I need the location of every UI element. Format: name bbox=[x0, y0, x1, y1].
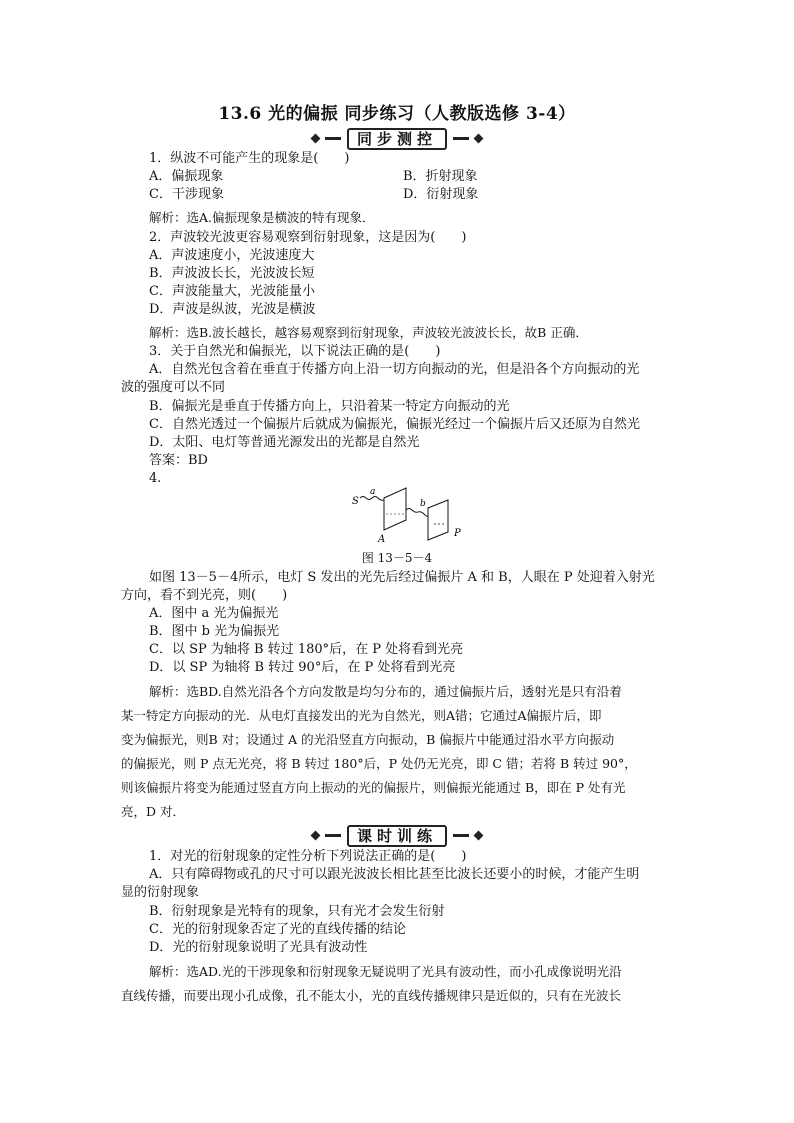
option: D．太阳、电灯等普通光源发出的光都是自然光 bbox=[149, 435, 420, 450]
label-S: S bbox=[352, 496, 359, 507]
section-title: 同步测控 bbox=[347, 128, 447, 150]
polarizer-figure bbox=[350, 484, 470, 544]
page-title: 13.6 光的偏振 同步练习（人教版选修 3-4） bbox=[218, 104, 576, 124]
solution: 某一特定方向振动的光．从电灯直接发出的光为自然光，则A错；它通过A偏振片后，即 bbox=[121, 708, 602, 723]
label-b: b bbox=[420, 499, 426, 509]
figure-caption: 图 13－5－4 bbox=[361, 551, 433, 565]
option: D．声波是纵波，光波是横波 bbox=[149, 302, 316, 317]
option: B．衍射现象是光特有的现象，只有光才会发生衍射 bbox=[149, 904, 445, 919]
option: C．声波能量大，光波能量小 bbox=[149, 284, 315, 299]
question-stem: 1．纵波不可能产生的现象是( ) bbox=[149, 151, 350, 166]
solution: 的偏振光，则 P 点无光亮，将 B 转过 180°后，P 处仍无光亮，即 C 错；若将 B 转过 90°， bbox=[121, 756, 637, 771]
diamond-icon bbox=[311, 134, 321, 144]
solution: 直线传播，而要出现小孔成像，孔不能太小，光的直线传播规律只是近似的，只有在光波长 bbox=[121, 988, 622, 1003]
diamond-icon bbox=[474, 134, 484, 144]
solution: 解析：选BD.自然光沿各个方向发散是均匀分布的，通过偏振片后，透射光是只有沿着 bbox=[149, 684, 622, 699]
section-banner-sync bbox=[0, 127, 794, 149]
option: B．折射现象 bbox=[403, 169, 478, 184]
option-continuation: 波的强度可以不同 bbox=[121, 380, 226, 395]
solution: 则该偏振片将变为能通过竖直方向上振动的光的偏振片，则偏振光能通过 B，即在 P 处有光 bbox=[121, 780, 626, 795]
section-banner-lesson bbox=[0, 824, 794, 846]
label-a: a bbox=[370, 487, 376, 497]
question-stem: 如图 13－5－4所示，电灯 S 发出的光先后经过偏振片 A 和 B，人眼在 P 处迎着入射光 bbox=[149, 570, 655, 585]
solution: 亮，D 对． bbox=[121, 804, 185, 819]
section-title: 课时训练 bbox=[347, 825, 447, 847]
option: A．图中 a 光为偏振光 bbox=[149, 606, 279, 621]
option: B．图中 b 光为偏振光 bbox=[149, 624, 280, 639]
option: A．偏振现象 bbox=[149, 169, 224, 184]
divider bbox=[325, 137, 341, 140]
option: A．只有障碍物或孔的尺寸可以跟光波波长相比甚至比波长还要小的时候，才能产生明 bbox=[149, 867, 640, 882]
solution: 解析：选B.波长越长，越容易观察到衍射现象，声波较光波波长长，故B 正确． bbox=[149, 325, 588, 340]
diamond-icon bbox=[474, 831, 484, 841]
label-A: A bbox=[378, 534, 386, 544]
divider bbox=[453, 834, 469, 837]
solution: 变为偏振光，则B 对；设通过 A 的光沿竖直方向振动，B 偏振片中能通过沿水平方向振动 bbox=[121, 732, 615, 747]
diamond-icon bbox=[311, 831, 321, 841]
question-stem: 1．对光的衍射现象的定性分析下列说法正确的是( ) bbox=[149, 849, 467, 864]
option: C．干涉现象 bbox=[149, 187, 224, 202]
option: D．以 SP 为轴将 B 转过 90°后，在 P 处将看到光亮 bbox=[149, 660, 456, 675]
divider bbox=[325, 834, 341, 837]
option: D．衍射现象 bbox=[403, 187, 479, 202]
divider bbox=[453, 137, 469, 140]
option: B．偏振光是垂直于传播方向上，只沿着某一特定方向振动的光 bbox=[149, 399, 510, 414]
solution: 解析：选AD.光的干涉现象和衍射现象无疑说明了光具有波动性，而小孔成像说明光沿 bbox=[149, 964, 622, 979]
option: C．光的衍射现象否定了光的直线传播的结论 bbox=[149, 922, 406, 937]
solution: 解析：选A.偏振现象是横波的特有现象． bbox=[149, 210, 375, 225]
question-number: 4. bbox=[149, 471, 162, 486]
question-stem-continuation: 方向，看不到光亮，则( ) bbox=[121, 588, 288, 603]
option: C．自然光透过一个偏振片后就成为偏振光，偏振光经过一个偏振片后又还原为自然光 bbox=[149, 417, 640, 432]
option: A．自然光包含着在垂直于传播方向上沿一切方向振动的光，但是沿各个方向振动的光 bbox=[149, 362, 640, 377]
option: C．以 SP 为轴将 B 转过 180°后，在 P 处将看到光亮 bbox=[149, 642, 464, 657]
option: B．声波波长长，光波波长短 bbox=[149, 266, 315, 281]
option: D．光的衍射现象说明了光具有波动性 bbox=[149, 940, 368, 955]
option: A．声波速度小，光波速度大 bbox=[149, 248, 315, 263]
question-stem: 2．声波较光波更容易观察到衍射现象，这是因为( ) bbox=[149, 230, 467, 245]
question-stem: 3．关于自然光和偏振光，以下说法正确的是( ) bbox=[149, 344, 441, 359]
answer: 答案：BD bbox=[149, 453, 208, 468]
option-continuation: 显的衍射现象 bbox=[121, 885, 200, 900]
label-P: P bbox=[454, 528, 461, 539]
